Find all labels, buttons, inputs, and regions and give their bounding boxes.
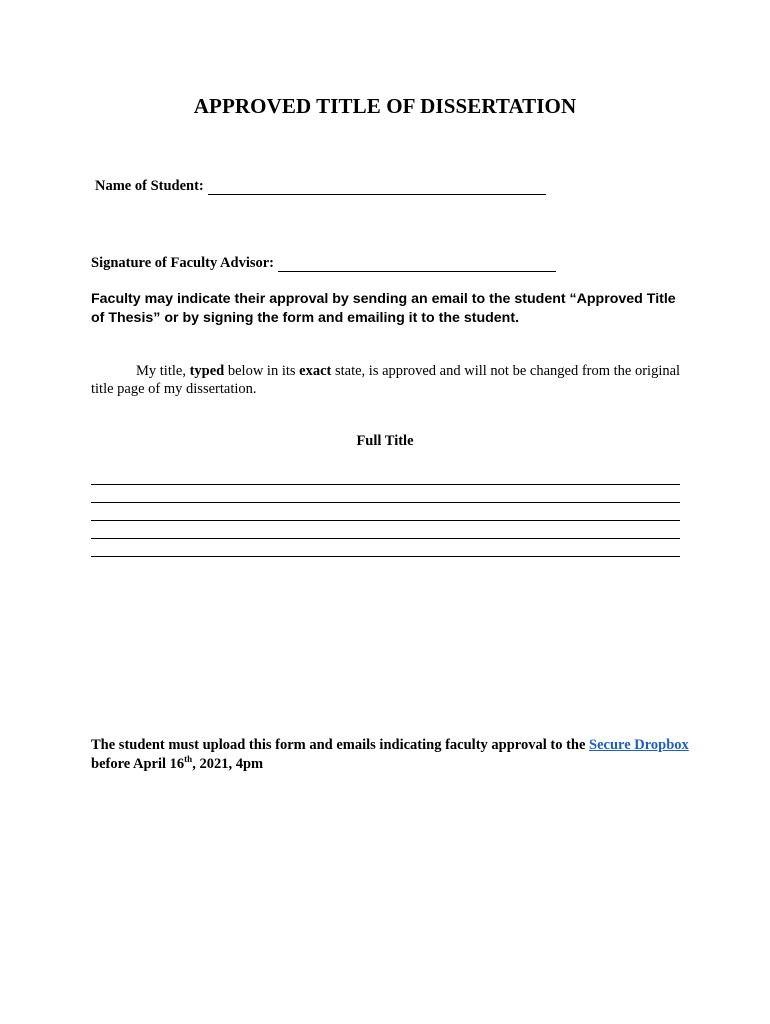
title-blank-line[interactable] <box>91 538 680 556</box>
statement-part-2: below in its <box>224 363 300 379</box>
date-ordinal-suffix: th <box>184 754 193 765</box>
statement-part-3: state, is approved and will not be changed from the original title page of my dissertation. <box>91 363 681 397</box>
student-name-label: Name of Student: <box>95 178 204 194</box>
advisor-signature-label: Signature of Faculty Advisor: <box>91 255 274 271</box>
student-name-field <box>95 178 546 195</box>
secure-dropbox-link[interactable]: Secure Dropbox <box>589 737 689 753</box>
page-title: APPROVED TITLE OF DISSERTATION <box>193 94 577 118</box>
title-blank-line[interactable] <box>91 556 680 574</box>
full-title-lines <box>91 484 680 573</box>
advisor-signature-blank[interactable] <box>278 257 556 272</box>
deadline-year-time: , 2021, 4pm <box>192 756 264 772</box>
approval-note: Faculty may indicate their approval by sending an email to the student “Approved Title of Thesis” or by signing the form and emailing it to the student. <box>91 291 676 326</box>
statement-part-1: My title, <box>136 363 190 379</box>
statement-bold-typed: typed <box>189 363 225 379</box>
instructions-text: The student must upload this form and emails indicating faculty approval to the <box>91 737 590 753</box>
deadline-text: before April 16 <box>91 756 185 772</box>
student-name-blank[interactable] <box>208 180 546 195</box>
title-blank-line[interactable] <box>91 484 680 502</box>
advisor-signature-field <box>91 255 556 272</box>
full-title-heading: Full Title <box>356 433 414 449</box>
title-blank-line[interactable] <box>91 502 680 520</box>
upload-instructions <box>91 736 691 774</box>
statement-bold-exact: exact <box>299 363 332 379</box>
title-statement <box>91 362 691 398</box>
title-blank-line[interactable] <box>91 520 680 538</box>
